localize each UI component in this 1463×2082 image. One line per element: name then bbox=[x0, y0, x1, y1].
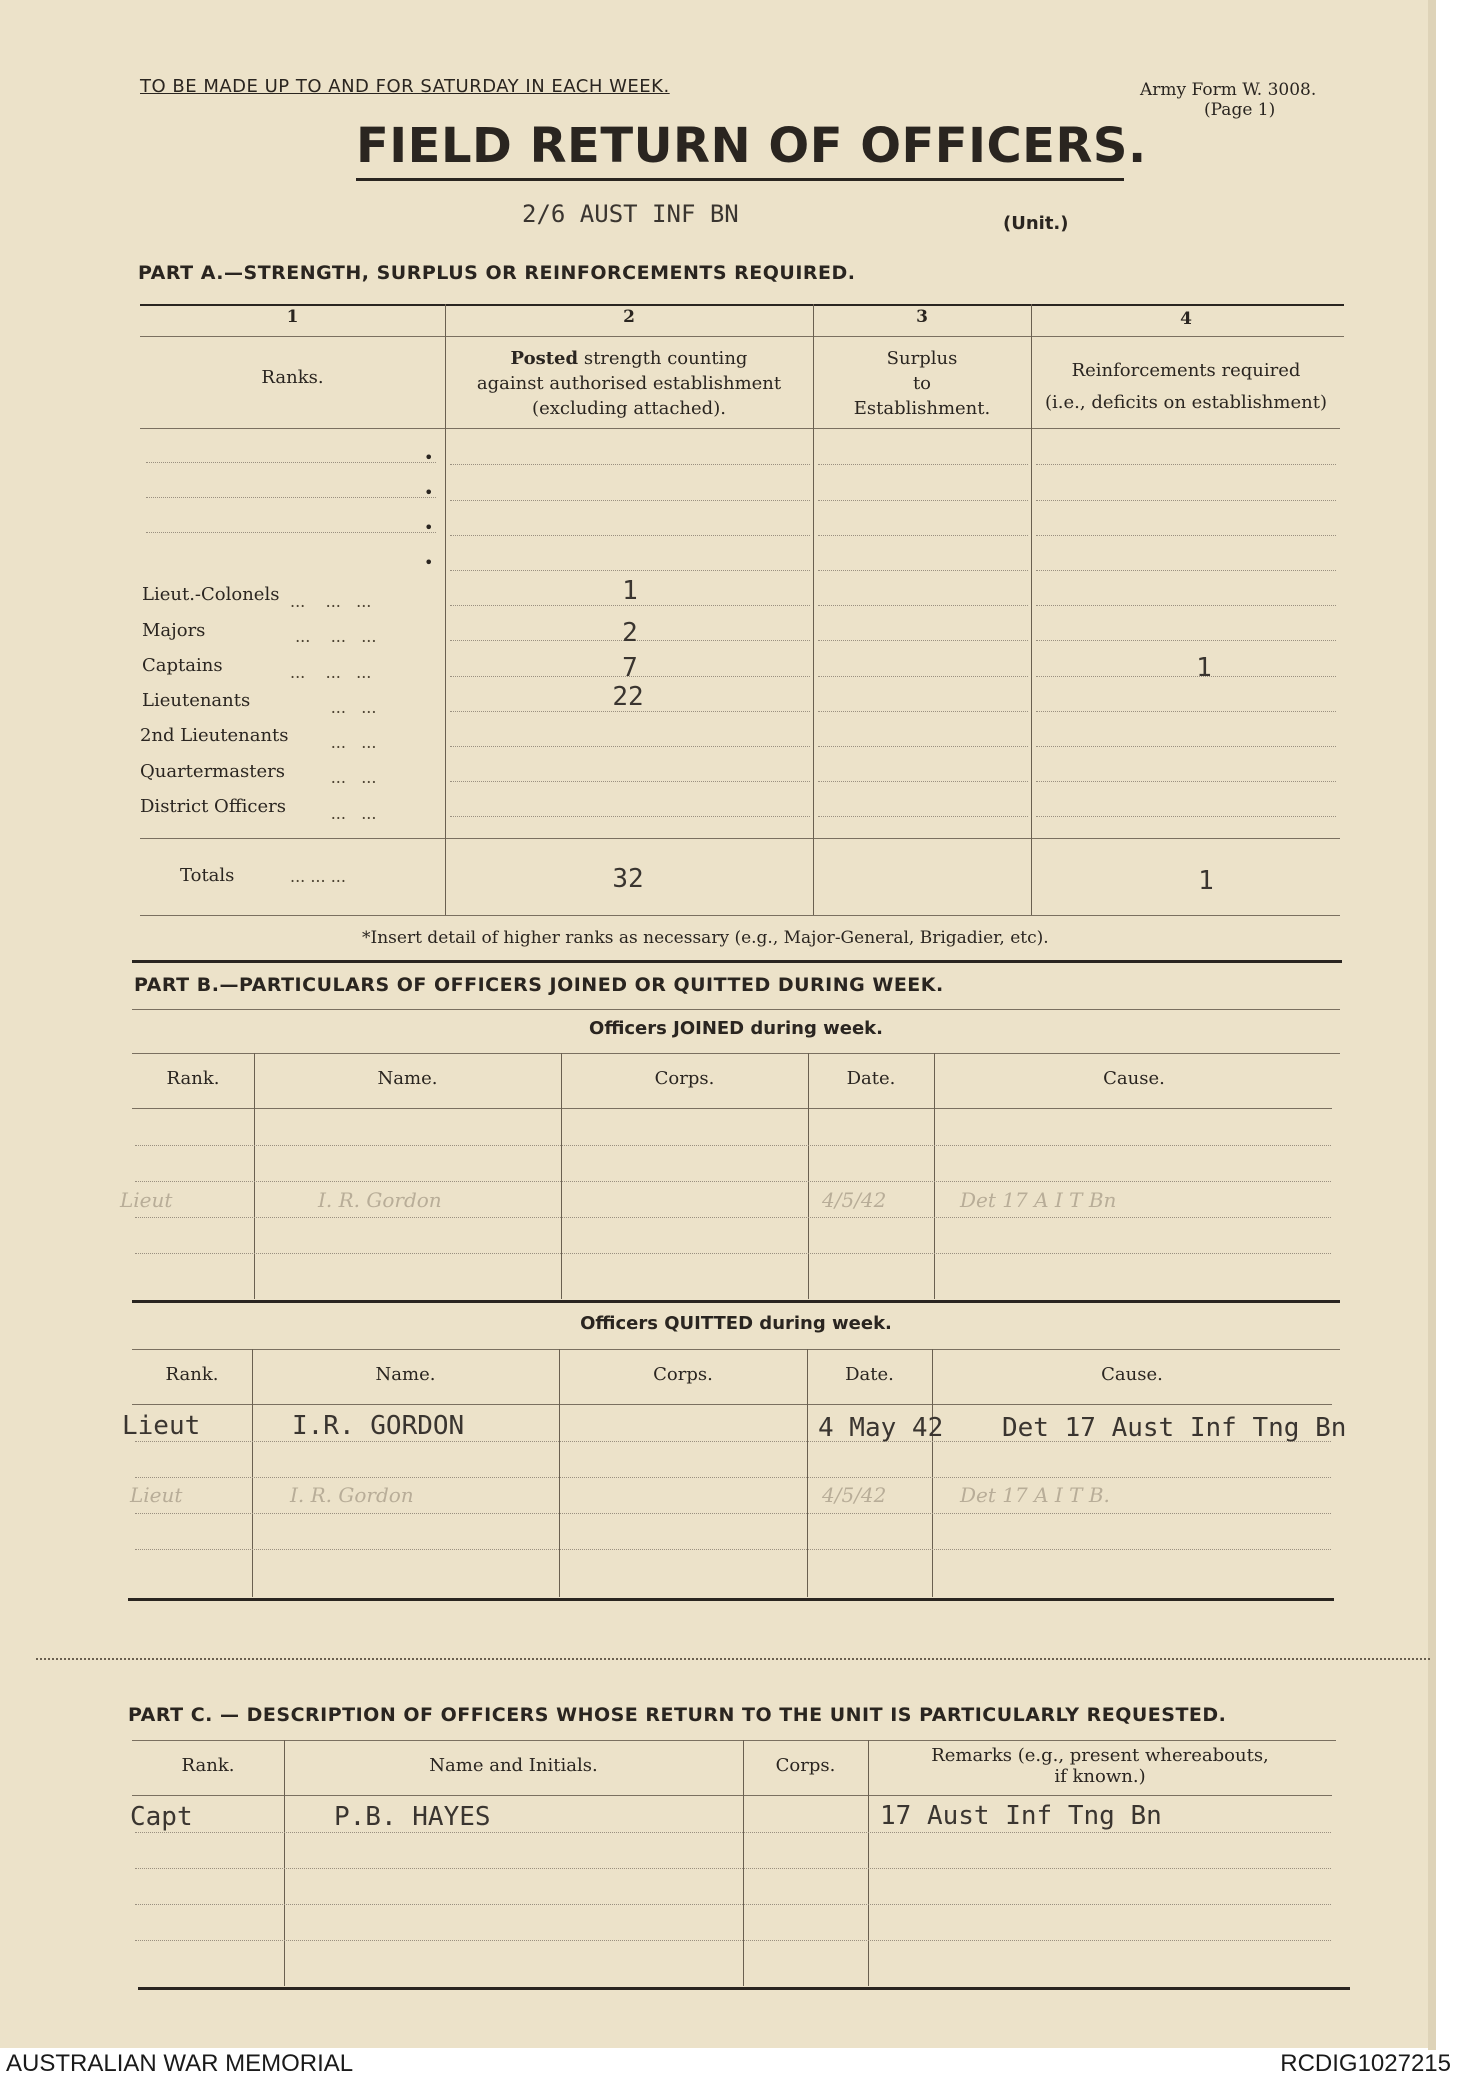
part-b-rule bbox=[132, 1009, 1340, 1010]
part-a-bottom-rule bbox=[132, 960, 1342, 963]
reinforcements-captains: 1 bbox=[1196, 653, 1212, 683]
totals-reinforcements: 1 bbox=[1198, 866, 1214, 896]
rank-label-captains: Captains bbox=[142, 655, 223, 676]
totals-posted: 32 bbox=[612, 864, 644, 894]
quitted-col-corps: Corps. bbox=[653, 1364, 713, 1385]
ranks-header: Ranks. bbox=[261, 367, 324, 388]
quitted-row-rank: Lieut bbox=[122, 1411, 201, 1441]
instruction-text: TO BE MADE UP TO AND FOR SATURDAY IN EACH WEEK. bbox=[140, 76, 670, 97]
quitted-faint-date: 4/5/42 bbox=[822, 1483, 887, 1507]
quitted-faint-cause: Det 17 A I T B. bbox=[960, 1483, 1110, 1507]
part-c-row-rank: Capt bbox=[130, 1802, 193, 1832]
paper-edge bbox=[1428, 0, 1436, 2050]
col-number-3: 3 bbox=[916, 307, 928, 327]
surplus-header-line3: Establishment. bbox=[853, 398, 991, 419]
col-number-1: 1 bbox=[286, 307, 299, 327]
joined-col-rank: Rank. bbox=[166, 1068, 220, 1089]
joined-col-name: Name. bbox=[377, 1068, 438, 1089]
part-a-title: PART A.—STRENGTH, SURPLUS OR REINFORCEMENTS REQUIRED. bbox=[138, 262, 856, 284]
posted-lieut-colonels: 1 bbox=[622, 576, 638, 606]
col-number-4: 4 bbox=[1180, 309, 1192, 329]
part-c-col-corps: Corps. bbox=[775, 1755, 836, 1776]
reinforcements-header bbox=[1031, 355, 1341, 419]
part-c-title: PART C. — DESCRIPTION OF OFFICERS WHOSE RETURN TO THE UNIT IS PARTICULARLY REQUESTED. bbox=[128, 1704, 1227, 1726]
unit-label: (Unit.) bbox=[1003, 213, 1069, 234]
quitted-title: Officers QUITTED during week. bbox=[580, 1313, 892, 1334]
rank-label-lieut-colonels: Lieut.-Colonels bbox=[142, 584, 280, 605]
quitted-col-rank: Rank. bbox=[165, 1364, 219, 1385]
posted-header-bold: Posted bbox=[510, 348, 579, 369]
quitted-row-date: 4 May 42 bbox=[818, 1413, 944, 1443]
joined-faint-name: I. R. Gordon bbox=[318, 1188, 442, 1212]
title-underline bbox=[356, 178, 1124, 181]
joined-faint-cause: Det 17 A I T Bn bbox=[960, 1188, 1117, 1212]
posted-captains: 7 bbox=[622, 653, 638, 683]
archive-credit: AUSTRALIAN WAR MEMORIAL bbox=[6, 2050, 354, 2077]
form-number: Army Form W. 3008. bbox=[1140, 80, 1317, 100]
posted-header bbox=[445, 346, 813, 421]
rank-label-majors: Majors bbox=[142, 620, 206, 641]
part-c-col-remarks bbox=[868, 1745, 1332, 1787]
part-c-col-name: Name and Initials. bbox=[429, 1755, 598, 1776]
quitted-col-cause: Cause. bbox=[1101, 1364, 1163, 1385]
reinforcements-header-line1: Reinforcements required bbox=[1071, 360, 1301, 381]
quitted-row-cause: Det 17 Aust Inf Tng Bn bbox=[1002, 1413, 1347, 1443]
part-c-row-name: P.B. HAYES bbox=[334, 1802, 491, 1832]
perforation-line bbox=[36, 1658, 1430, 1660]
higher-rank-markers: • • • • bbox=[424, 448, 434, 572]
joined-col-corps: Corps. bbox=[654, 1068, 715, 1089]
part-c-row-remarks: 17 Aust Inf Tng Bn bbox=[880, 1801, 1162, 1831]
totals-label: Totals bbox=[180, 865, 235, 886]
quitted-col-date: Date. bbox=[845, 1364, 894, 1385]
quitted-faint-name: I. R. Gordon bbox=[290, 1483, 414, 1507]
rank-label-district-officers: District Officers bbox=[140, 796, 286, 817]
col-number-2: 2 bbox=[623, 307, 635, 327]
posted-majors: 2 bbox=[622, 618, 638, 648]
quitted-col-name: Name. bbox=[375, 1364, 436, 1385]
posted-header-rest: strength counting bbox=[583, 348, 748, 369]
part-a-footnote: *Insert detail of higher ranks as necessary (e.g., Major-General, Brigadier, etc). bbox=[362, 928, 1049, 948]
surplus-header-line1: Surplus bbox=[886, 348, 958, 369]
rank-label-quartermasters: Quartermasters bbox=[140, 761, 285, 782]
totals-leader-dots: ... ... ... bbox=[290, 867, 346, 886]
unit-value: 2/6 AUST INF BN bbox=[522, 200, 739, 228]
posted-header-line2: against authorised establishment bbox=[476, 373, 782, 394]
surplus-header bbox=[813, 346, 1031, 421]
surplus-header-line2: to bbox=[912, 373, 932, 394]
part-c-col-rank: Rank. bbox=[181, 1755, 235, 1776]
joined-col-cause: Cause. bbox=[1103, 1068, 1165, 1089]
rank-leader-dots: ... ... ... ... ... ... ... ... ... ... ... ... ... ... ... ... ... bbox=[290, 592, 377, 823]
reinforcements-header-line2: (i.e., deficits on establishment) bbox=[1045, 392, 1327, 413]
page-number: (Page 1) bbox=[1204, 100, 1276, 120]
part-c-col-remarks-line2: if known.) bbox=[1054, 1766, 1146, 1787]
posted-lieutenants: 22 bbox=[612, 682, 644, 712]
joined-title: Officers JOINED during week. bbox=[589, 1018, 883, 1039]
quitted-faint-rank: Lieut bbox=[130, 1483, 183, 1507]
posted-header-line3: (excluding attached). bbox=[532, 398, 726, 419]
joined-faint-rank: Lieut bbox=[120, 1188, 173, 1212]
archive-id: RCDIG1027215 bbox=[1280, 2050, 1451, 2077]
rank-label-lieutenants: Lieutenants bbox=[142, 690, 251, 711]
part-c-col-remarks-line1: Remarks (e.g., present whereabouts, bbox=[931, 1745, 1269, 1766]
part-b-title: PART B.—PARTICULARS OF OFFICERS JOINED OR QUITTED DURING WEEK. bbox=[134, 974, 944, 996]
rank-label-2nd-lieutenants: 2nd Lieutenants bbox=[140, 725, 289, 746]
form-title: FIELD RETURN OF OFFICERS. bbox=[356, 118, 1147, 174]
joined-faint-date: 4/5/42 bbox=[822, 1188, 887, 1212]
quitted-row-name: I.R. GORDON bbox=[292, 1411, 465, 1441]
joined-col-date: Date. bbox=[846, 1068, 896, 1089]
